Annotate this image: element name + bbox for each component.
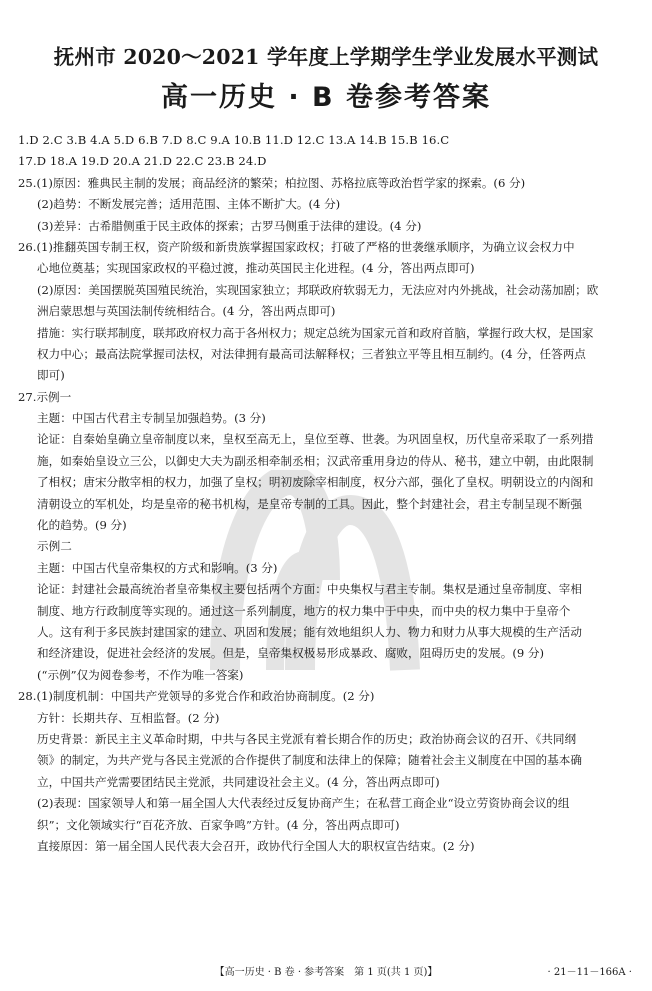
answer-line: 论证：封建社会最高统治者皇帝集权主要包括两个方面：中央集权与君主专制。集权是通过皇帝制度、宰相 [37, 582, 582, 597]
answer-body [18, 130, 638, 857]
question-26 [18, 237, 638, 387]
answer-line: 权力中心；最高法院掌握司法权，对法律拥有最高司法解释权；三者独立平等且相互制约。(4 分，任答两点 [37, 346, 586, 361]
answer-line: (2)表现：国家领导人和第一届全国人大代表经过反复协商产生；在私营工商企业“设立劳资协商会议的组 [37, 796, 570, 811]
answer-line: 主题：中国古代皇帝集权的方式和影响。(3 分) [37, 560, 278, 575]
exam-title: 抚州市 2020～2021 学年度上学期学生学业发展水平测试 [53, 45, 599, 69]
answer-line: 领》的制定，为共产党与各民主党派的合作提供了制度和法律上的保障；随着社会主义制度在中国的基本确 [37, 753, 582, 768]
answer-line: 主题：中国古代君主专制呈加强趋势。(3 分) [37, 411, 266, 426]
answer-line: 28.(1)制度机制：中国共产党领导的多党合作和政治协商制度。(2 分) [18, 689, 375, 704]
answer-line: 26.(1)推翻英国专制王权，资产阶级和新贵族掌握国家政权；打破了严格的世袭继承顺序，为确立议会权力中 [18, 239, 575, 254]
answer-line: 措施：实行联邦制度，联邦政府权力高于各州权力；规定总统为国家元首和政府首脑，掌握行政大权，是国家 [37, 325, 594, 340]
answer-line: 化的趋势。(9 分) [37, 518, 127, 533]
answer-line: 洲启蒙思想与英国法制传统相结合。(4 分，答出两点即可) [37, 304, 336, 319]
footer-code: · 21－11－166A · [547, 967, 632, 978]
answer-line: 方针：长期共存、互相监督。(2 分) [37, 710, 220, 725]
answer-line: 清朝设立的军机处，均是皇帝的秘书机构，是皇帝专制的工具。因此，整个封建社会，君主专制呈现不断强 [37, 496, 582, 511]
answer-line: 论证：自秦始皇确立皇帝制度以来，皇权至高无上，皇位至尊、世袭。为巩固皇权，历代皇帝采取了一系列措 [37, 432, 594, 447]
mc-line: 17.D 18.A 19.D 20.A 21.D 22.C 23.B 24.D [18, 154, 267, 169]
multiple-choice-answers [18, 130, 638, 173]
answer-line: 制度、地方行政制度等实现的。通过这一系列制度，地方的权力集中于中央，而中央的权力集中于皇帝个 [37, 603, 571, 618]
answer-line: 了相权；唐宋分散宰相的权力，加强了皇权；明初废除宰相制度，权分六部，强化了皇权。明朝设立的内阁和 [37, 475, 594, 490]
question-27 [18, 387, 638, 686]
answer-line: 施，如秦始皇设立三公，以御史大夫为副丞相牵制丞相；汉武帝重用身边的侍从、秘书，建立中朝，由此限制 [37, 453, 594, 468]
answer-line: 即可) [37, 368, 65, 383]
question-28 [18, 686, 638, 857]
answer-line: 立，中国共产党需要团结民主党派，共同建设社会主义。(4 分，答出两点即可) [37, 774, 440, 789]
answer-line: 25.(1)原因：雅典民主制的发展；商品经济的繁荣；柏拉图、苏格拉底等政治哲学家的探索。(6 分) [18, 175, 526, 190]
answer-line: (3)差异：古希腊侧重于民主政体的探索；古罗马侧重于法律的建设。(4 分) [37, 218, 422, 233]
answer-line: 直接原因：第一届全国人民代表大会召开，政协代行全国人大的职权宣告结束。(2 分) [37, 838, 475, 853]
answer-line: (“示例”仅为阅卷参考，不作为唯一答案) [37, 667, 244, 682]
answer-line: 27.示例一 [18, 389, 72, 404]
question-25 [18, 173, 638, 237]
answer-line: 和经济建设，促进社会经济的发展。但是，皇帝集权极易形成暴政、腐败，阻碍历史的发展。(9 分) [37, 646, 545, 661]
answer-line: (2)原因：美国摆脱英国殖民统治，实现国家独立；邦联政府软弱无力，无法应对内外挑战，社会动荡加剧；欧 [37, 282, 599, 297]
answer-line: 织”；文化领域实行“百花齐放、百家争鸣”方针。(4 分，答出两点即可) [37, 817, 400, 832]
mc-line: 1.D 2.C 3.B 4.A 5.D 6.B 7.D 8.C 9.A 10.B 11.D 12.C 13.A 14.B 15.B 16.C [18, 133, 450, 147]
answer-line: 示例二 [37, 539, 72, 554]
answer-line: 历史背景：新民主主义革命时期，中共与各民主党派有着长期合作的历史；政治协商会议的召开、《共同纲 [37, 731, 577, 746]
footer-page-info: 【高一历史 · B 卷 · 参考答案 第 1 页(共 1 页)】 [214, 967, 438, 978]
answer-line: (2)趋势：不断发展完善；适用范围、主体不断扩大。(4 分) [37, 197, 341, 212]
answer-line: 人。这有利于多民族封建国家的建立、巩固和发展；能有效地組织人力、物力和财力从事大规模的生产活动 [37, 624, 582, 639]
answer-line: 心地位奠基；实现国家政权的平稳过渡，推动英国民主化进程。(4 分，答出两点即可) [37, 261, 475, 276]
page-title: 高一历史 · B 卷参考答案 [160, 82, 492, 113]
